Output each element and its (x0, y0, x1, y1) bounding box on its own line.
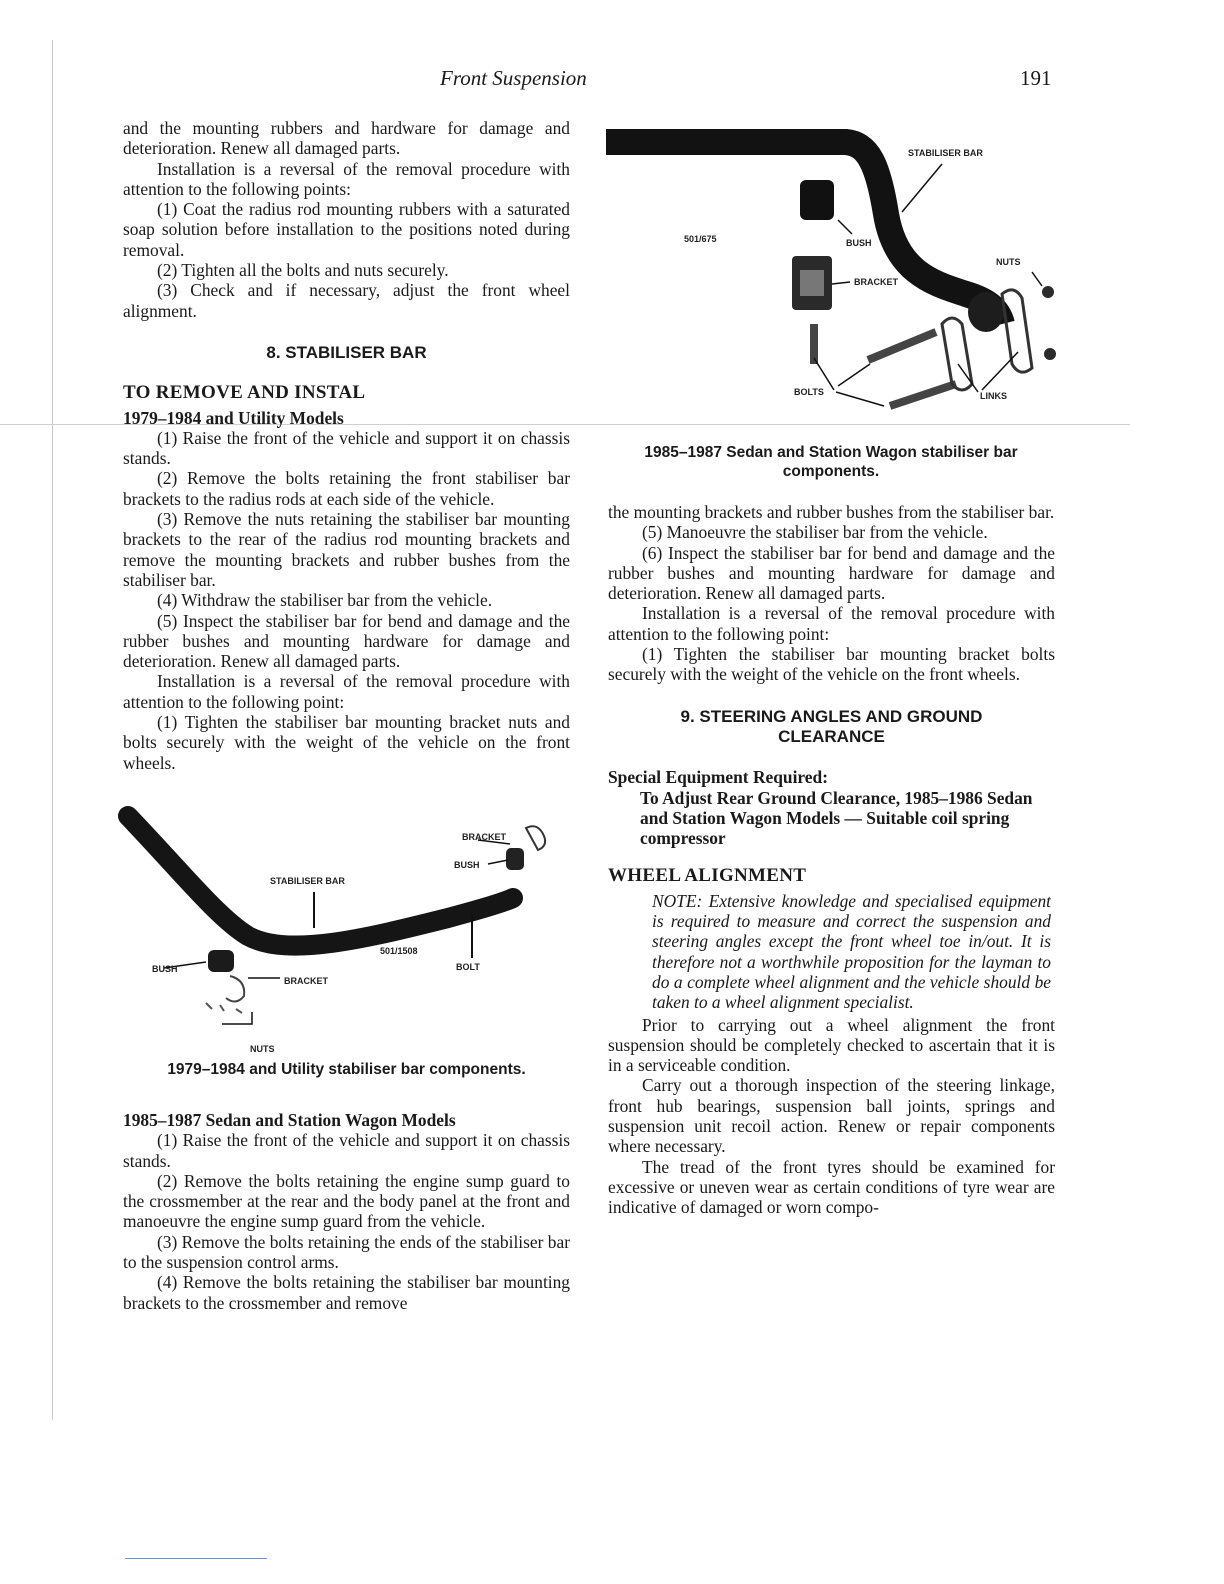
install-step: (2) Tighten all the bolts and nuts securely. (157, 260, 449, 281)
label-bracket: BRACKET (854, 277, 898, 287)
label-ref: 501/675 (684, 234, 717, 244)
bush-left (208, 950, 234, 972)
left-column-upper (123, 118, 570, 773)
label-bracket-left: BRACKET (284, 976, 328, 986)
label-nuts: NUTS (250, 1044, 275, 1054)
section-title-stabiliser-bar: 8. STABILISER BAR (266, 342, 427, 362)
bolt-2 (868, 332, 936, 360)
remove-step: (1) Raise the front of the vehicle and support it on chassis stands. (123, 427, 570, 469)
label-ref: 501/1508 (380, 946, 418, 956)
remove-step: (5) Manoeuvre the stabiliser bar from the vehicle. (642, 522, 988, 543)
body-paragraph: Prior to carrying out a wheel alignment the front suspension should be completely checked to ascertain that it is in a serviceable condition. (608, 1014, 1055, 1076)
right-column (608, 502, 1055, 1218)
label-stabiliser-bar: STABILISER BAR (270, 876, 345, 886)
label-links: LINKS (980, 391, 1007, 401)
bracket-left (226, 976, 244, 1002)
remove-step: (3) Remove the nuts retaining the stabiliser bar mounting brackets to the rear of the radius rod mounting brackets and remove the mounting brackets and rubber bushes from the stabiliser bar. (123, 509, 570, 590)
body-paragraph: Carry out a thorough inspection of the steering linkage, front hub bearings, suspension ball joints, springs and suspension unit recoil action. Renew or repair components where necessary. (608, 1075, 1055, 1157)
equipment-item: To Adjust Rear Ground Clearance, 1985–1986 Sedan and Station Wagon Models — Suitable coil spring compressor (640, 787, 1033, 849)
page-number: 191 (1020, 66, 1052, 90)
label-bush: BUSH (846, 238, 872, 248)
continued-paragraph: the mounting brackets and rubber bushes from the stabiliser bar. (608, 502, 1055, 522)
subheading-wheel-alignment: WHEEL ALIGNMENT (608, 865, 807, 887)
section-title-line: 9. STEERING ANGLES AND GROUND (680, 706, 983, 726)
install-step-2: (1) Tighten the stabiliser bar mounting bracket nuts and bolts securely with the weight of the vehicle on the front wheels. (123, 712, 570, 773)
label-bolts: BOLTS (794, 387, 824, 397)
nut-1 (1042, 286, 1054, 298)
running-head: Front Suspension (440, 66, 587, 90)
label-bolt: BOLT (456, 962, 480, 972)
link-right (1002, 290, 1032, 372)
figure-1979-1984-stabiliser (118, 808, 578, 1058)
page-margin-rule (52, 40, 53, 1420)
nut-2 (1044, 348, 1056, 360)
bush-right (506, 848, 524, 870)
figure-caption-left: 1979–1984 and Utility stabiliser bar components. (167, 1061, 526, 1078)
equipment-heading: Special Equipment Required: (608, 767, 828, 788)
subheading-remove-instal: TO REMOVE AND INSTAL (123, 382, 366, 404)
link-left (942, 318, 972, 390)
body-paragraph: The tread of the front tyres should be examined for excessive or uneven wear as certain conditions of tyre wear are indicative of damaged or worn compo- (608, 1156, 1055, 1218)
bar-end-eye (968, 292, 1004, 332)
section-title-steering-angles (608, 707, 1055, 748)
section-title-line: CLEARANCE (778, 726, 885, 746)
label-nuts: NUTS (996, 257, 1021, 267)
remove-step: (5) Inspect the stabiliser bar for bend and damage and the rubber bushes and mounting hardware for damage and deterioration. Renew all damaged parts. (123, 610, 570, 672)
continued-paragraph: and the mounting rubbers and hardware for damage and deterioration. Renew all damaged parts. (123, 118, 570, 159)
install-intro: Installation is a reversal of the removal procedure with attention to the following point: (608, 603, 1055, 644)
nuts-sketch (206, 1003, 242, 1013)
install-step: (1) Coat the radius rod mounting rubbers with a saturated soap solution before installation to the positions noted during removal. (123, 199, 570, 260)
label-bush: BUSH (454, 860, 480, 870)
install-step: (3) Check and if necessary, adjust the front wheel alignment. (123, 280, 570, 321)
figure-caption-right: 1985–1987 Sedan and Station Wagon stabiliser bar components. (644, 444, 1018, 480)
label-bush-left: BUSH (152, 964, 178, 974)
bracket-right (526, 826, 545, 850)
sedan-step: (4) Remove the bolts retaining the stabiliser bar mounting brackets to the crossmember and remove (123, 1272, 570, 1313)
figure-1985-1987-stabiliser (606, 124, 1066, 414)
label-stabiliser-bar: STABILISER BAR (908, 148, 983, 158)
footer-rule (125, 1558, 267, 1559)
remove-step: (4) Withdraw the stabiliser bar from the vehicle. (157, 590, 493, 611)
sedan-step: (3) Remove the bolts retaining the ends of the stabiliser bar to the suspension control arms. (123, 1231, 570, 1273)
remove-step: (6) Inspect the stabiliser bar for bend and damage and the rubber bushes and mounting hardware for damage and deterioration. Renew all damaged parts. (608, 542, 1055, 604)
models-heading-2: 1985–1987 Sedan and Station Wagon Models (123, 1110, 456, 1130)
models-heading: 1979–1984 and Utility Models (123, 407, 344, 428)
bolt-3 (890, 384, 956, 406)
bush-block (800, 180, 834, 220)
install-step: (1) Tighten the stabiliser bar mounting bracket bolts securely with the weight of the vehicle on the front wheels. (608, 644, 1055, 685)
install-intro: Installation is a reversal of the removal procedure with attention to the following points: (123, 158, 570, 199)
sedan-step: (2) Remove the bolts retaining the engine sump guard to the crossmember at the rear and the body panel at the front and manoeuvre the engine sump guard from the vehicle. (123, 1170, 570, 1232)
remove-step: (2) Remove the bolts retaining the front stabiliser bar brackets to the radius rods at each side of the vehicle. (123, 468, 570, 509)
note-paragraph: NOTE: Extensive knowledge and specialised equipment is required to measure and correct the suspension and steering angles except the front wheel toe in/out. It is therefore not a worthwhile proposition for the layman to do a complete wheel alignment and the vehicle should be taken to a wheel alignment specialist. (652, 890, 1051, 1013)
sedan-step: (1) Raise the front of the vehicle and support it on chassis stands. (123, 1130, 570, 1171)
install-intro-2: Installation is a reversal of the removal procedure with attention to the following point: (123, 671, 570, 712)
label-bracket: BRACKET (462, 832, 506, 842)
left-column-lower (123, 1110, 570, 1313)
